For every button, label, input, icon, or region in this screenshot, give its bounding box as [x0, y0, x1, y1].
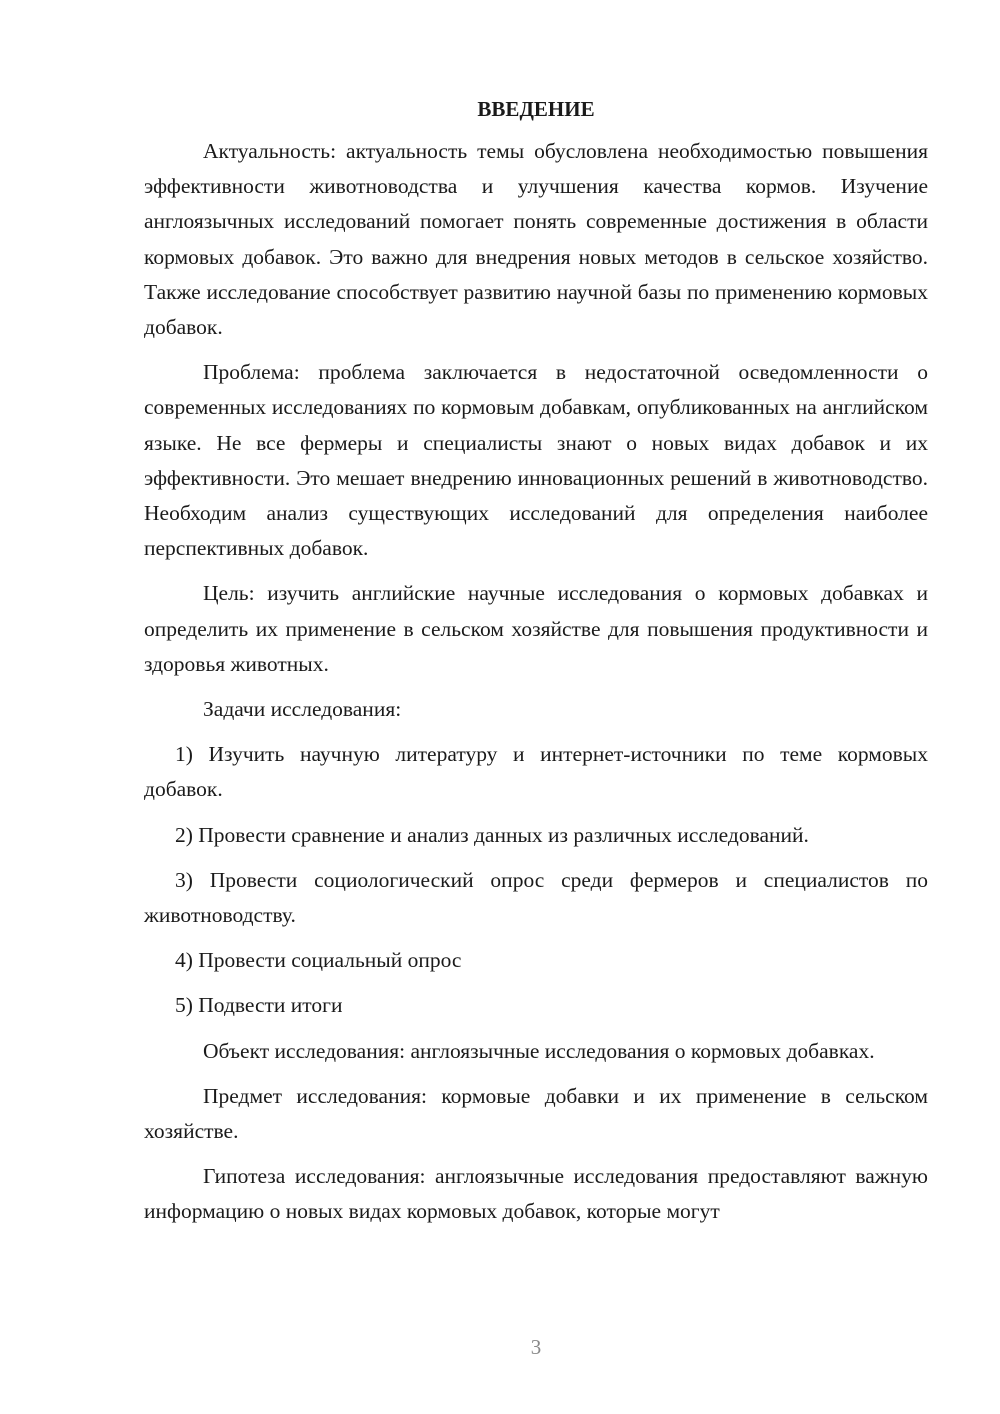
subject-paragraph: Предмет исследования: кормовые добавки и их применение в сельском хозяйстве.	[144, 1083, 928, 1144]
hypothesis-paragraph: Гипотеза исследования: англоязычные исследования предоставляют важную информацию о новых видах кормовых добавок, которые могут	[144, 1164, 928, 1224]
task-item-4: 4) Провести социальный опрос	[175, 948, 462, 973]
object-paragraph: Объект исследования: англоязычные исследования о кормовых добавках.	[203, 1038, 875, 1063]
relevance-paragraph: Актуальность: актуальность темы обусловлена необходимостью повышения эффективности животноводства и улучшения качества кормов. Изучение англоязычных исследований помогает понять современные достижения в области кормовых добавок. Это важно для внедрения новых методов в сельское хозяйство. Также исследование способствует развитию научной базы по применению кормовых добавок.	[144, 139, 928, 340]
section-title: ВВЕДЕНИЕ	[477, 97, 595, 121]
task-item-1: 1) Изучить научную литературу и интернет-источники по теме кормовых добавок.	[144, 742, 928, 802]
task-item-5: 5) Подвести итоги	[175, 993, 343, 1018]
document-page	[144, 92, 928, 1240]
page-number: 3	[530, 1335, 542, 1359]
goal-paragraph: Цель: изучить английские научные исследования о кормовых добавках и определить их применение в сельском хозяйстве для повышения продуктивности и здоровья животных.	[144, 581, 928, 676]
tasks-heading: Задачи исследования:	[203, 697, 402, 722]
task-item-3: 3) Провести социологический опрос среди фермеров и специалистов по животноводству.	[144, 867, 928, 928]
problem-paragraph: Проблема: проблема заключается в недостаточной осведомленности о современных исследованиях по кормовым добавкам, опубликованных на английском языке. Не все фермеры и специалисты знают о новых видах добавок и их эффективности. Это мешает внедрению инновационных решений в животноводство. Необходим анализ существующих исследований для определения наиболее перспективных добавок.	[144, 360, 928, 561]
task-item-2: 2) Провести сравнение и анализ данных из различных исследований.	[175, 822, 809, 847]
